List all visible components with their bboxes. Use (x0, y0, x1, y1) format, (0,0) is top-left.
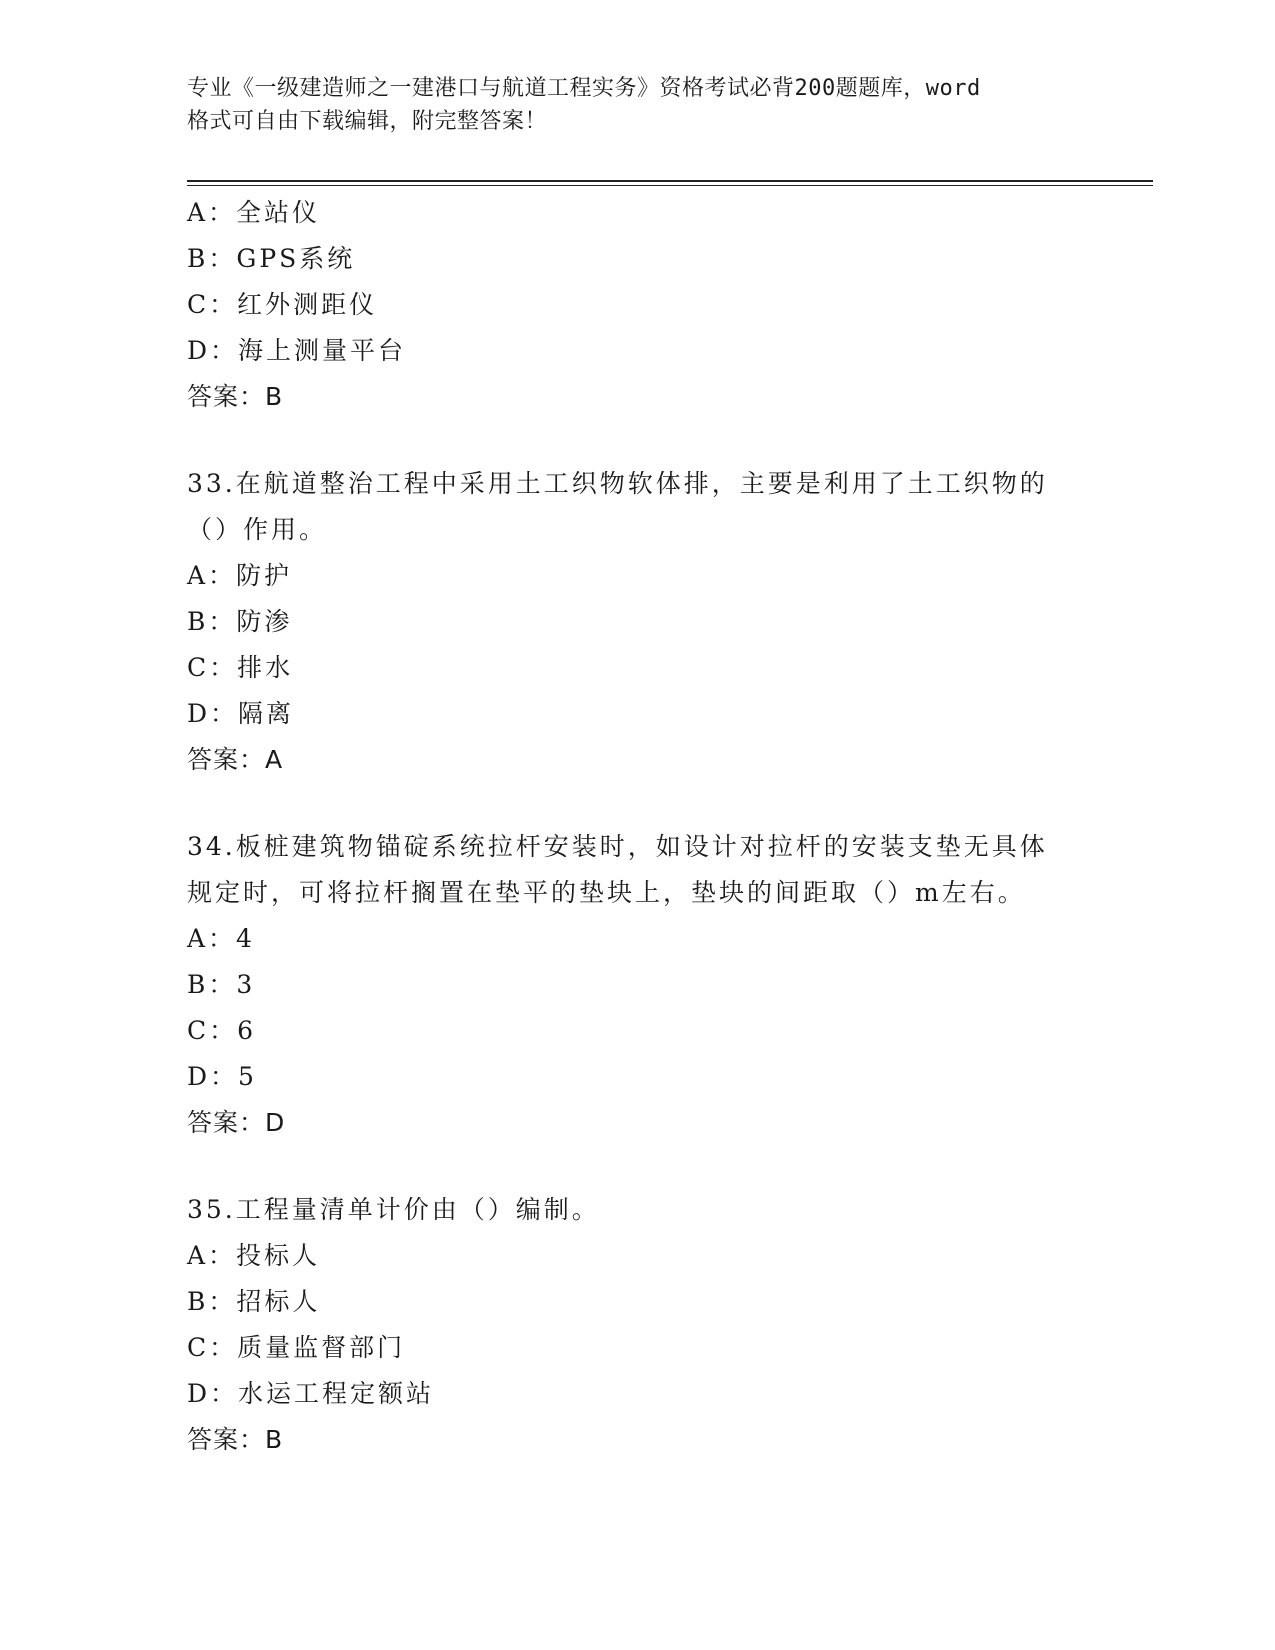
option-c: C：红外测距仪 (187, 290, 378, 319)
option-b: B：防渗 (187, 607, 293, 636)
answer-line: 答案：D (187, 1108, 286, 1137)
header-line-2: 格式可自由下载编辑，附完整答案！ (187, 109, 548, 134)
option-d: D：隔离 (187, 699, 295, 728)
question-35 (187, 1187, 1087, 1463)
question-stem-line: 35.工程量清单计价由（）编制。 (187, 1195, 600, 1224)
answer-line: 答案：B (187, 382, 284, 411)
option-d: D：海上测量平台 (187, 336, 407, 365)
option-a: A：投标人 (187, 1241, 321, 1270)
answer-line: 答案：A (187, 745, 284, 774)
header-line-1: 专业《一级建造师之一建港口与航道工程实务》资格考试必背200题题库，word (187, 76, 981, 101)
question-stem-line: 规定时，可将拉杆搁置在垫平的垫块上，垫块的间距取（）m左右。 (187, 878, 1026, 907)
option-b: B：GPS系统 (187, 244, 356, 273)
question-33 (187, 461, 1087, 783)
option-c: C：质量监督部门 (187, 1333, 406, 1362)
header-divider (187, 180, 1153, 182)
option-a: A：4 (187, 924, 255, 953)
option-b: B：3 (187, 970, 256, 999)
header-divider-thin (187, 185, 1153, 186)
option-d: D：5 (187, 1062, 257, 1091)
option-b: B：招标人 (187, 1287, 321, 1316)
option-a: A：全站仪 (187, 198, 321, 227)
document-header (187, 72, 1067, 138)
question-stem-line: 34.板桩建筑物锚碇系统拉杆安装时，如设计对拉杆的安装支垫无具体 (187, 832, 1048, 861)
option-c: C：排水 (187, 653, 294, 682)
option-a: A：防护 (187, 561, 293, 590)
question-stem-line: （）作用。 (187, 515, 328, 544)
question-stem-line: 33.在航道整治工程中采用土工织物软体排，主要是利用了土工织物的 (187, 469, 1048, 498)
option-d: D：水运工程定额站 (187, 1379, 435, 1408)
question-32-continued (187, 190, 1087, 420)
answer-line: 答案：B (187, 1425, 284, 1454)
question-34 (187, 824, 1087, 1146)
option-c: C：6 (187, 1016, 257, 1045)
question-list (187, 190, 1087, 1463)
